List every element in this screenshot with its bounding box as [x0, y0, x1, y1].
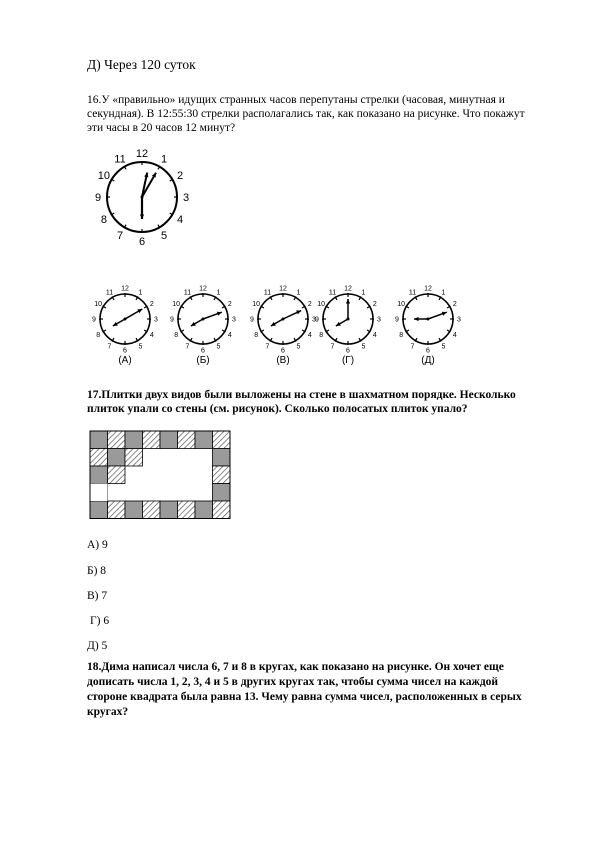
- clock-number: 10: [97, 169, 111, 182]
- clock-number: 6: [138, 235, 146, 248]
- clock-number: 11: [183, 289, 192, 297]
- clock-number: 4: [452, 331, 457, 339]
- clock-option-label: (Д): [421, 355, 435, 366]
- clock-number: 12: [135, 147, 149, 160]
- clock-number: 2: [307, 300, 312, 308]
- q18-text-line-3: стороне квадрата была равна 13. Чему равна сумма чисел, расположенных в серых: [87, 691, 522, 703]
- clock-number: 7: [185, 343, 190, 351]
- clock-number: 11: [263, 289, 272, 297]
- q18-text-line-4: кругах?: [87, 706, 129, 718]
- clock-number: 12: [199, 285, 207, 293]
- answer-option-d: Д) Через 120 суток: [87, 57, 196, 72]
- clock-number: 9: [250, 316, 254, 324]
- clock-option-a: [90, 285, 160, 365]
- clock-number: 4: [307, 331, 312, 339]
- q17-answer-d: Д) 5: [87, 640, 108, 652]
- q17-answer-g: Г) 6: [90, 615, 110, 627]
- tile: [90, 431, 108, 449]
- tile: [108, 466, 126, 484]
- clock-number: 7: [410, 343, 415, 351]
- q18-text-line-1: 18.Дима написал числа 6, 7 и 8 в кругах, как показано на рисунке. Он хочет еще: [87, 661, 504, 673]
- clock-number: 4: [227, 331, 232, 339]
- tile: [160, 431, 178, 449]
- clock-option-label: (Г): [341, 355, 355, 366]
- clock-number: 3: [457, 316, 461, 324]
- tile: [178, 501, 196, 519]
- clock-number: 3: [232, 316, 236, 324]
- clock-number: 1: [160, 153, 168, 166]
- clock-center: [124, 318, 127, 321]
- clock-number: 9: [170, 316, 174, 324]
- clock-number: 8: [96, 331, 101, 339]
- clock-center: [202, 318, 205, 321]
- clock-hand-arrow: [140, 214, 144, 219]
- clock-number: 7: [265, 343, 270, 351]
- tile: [195, 431, 213, 449]
- clock-number: 11: [105, 289, 114, 297]
- clock-number: 12: [279, 285, 287, 293]
- tile: [125, 449, 143, 467]
- clock-number: 11: [114, 153, 126, 166]
- q17-answer-b: Б) 8: [87, 565, 107, 577]
- clock-number: 7: [330, 343, 335, 351]
- clock-number: 5: [138, 343, 143, 351]
- tile-wall-figure: [89, 430, 234, 522]
- clock-number: 10: [94, 300, 103, 308]
- clock-number: 5: [216, 343, 221, 351]
- clock-number: 9: [395, 316, 399, 324]
- tile: [125, 501, 143, 519]
- clock-number: 1: [138, 289, 143, 297]
- tile: [108, 501, 126, 519]
- clock-center: [282, 318, 285, 321]
- clock-number: 2: [177, 169, 184, 182]
- clock-number: 1: [441, 289, 446, 297]
- clock-number: 1: [296, 289, 301, 297]
- clock-number: 10: [172, 300, 181, 308]
- clock-number: 6: [201, 347, 205, 355]
- tile: [195, 501, 213, 519]
- clock-hand-arrow: [217, 312, 222, 316]
- fallen-tile-gap: [90, 484, 108, 502]
- clock-option-g: [313, 285, 383, 365]
- clock-number: 3: [312, 316, 316, 324]
- clock-number: 5: [160, 229, 168, 242]
- clock-number: 5: [441, 343, 446, 351]
- q18-text-line-2: дописать числа 1, 2, 3, 4 и 5 в других кругах так, чтобы сумма чисел на каждой: [87, 676, 499, 688]
- clock-center: [427, 318, 430, 321]
- clock-number: 12: [424, 285, 432, 293]
- tile: [213, 449, 231, 467]
- tile: [108, 449, 126, 467]
- tile: [213, 484, 231, 502]
- clock-number: 10: [252, 300, 261, 308]
- clock-number: 2: [227, 300, 232, 308]
- q17-answer-a: А) 9: [87, 539, 108, 551]
- clock-number: 9: [315, 316, 319, 324]
- q16-text-line-2: секундная). В 12:55:30 стрелки располагались так, как показано на рисунке. Что покажут: [87, 108, 525, 120]
- clock-number: 12: [121, 285, 129, 293]
- clock-number: 9: [94, 191, 102, 204]
- tile: [90, 501, 108, 519]
- clock-number: 4: [372, 331, 377, 339]
- q17-text-line-1: 17.Плитки двух видов были выложены на стене в шахматном порядке. Несколько: [87, 389, 516, 401]
- main-clock-figure: [82, 142, 212, 252]
- clock-number: 6: [281, 347, 285, 355]
- clock-number: 2: [452, 300, 457, 308]
- clock-number: 6: [123, 347, 127, 355]
- clock-option-v: [248, 285, 318, 365]
- tile: [178, 431, 196, 449]
- clock-number: 3: [182, 191, 190, 204]
- clock-option-d: [393, 285, 463, 365]
- clock-number: 8: [100, 213, 107, 226]
- clock-center: [141, 196, 144, 199]
- clock-hand-arrow: [442, 312, 447, 316]
- tile: [160, 501, 178, 519]
- tile: [90, 449, 108, 467]
- tile: [213, 466, 231, 484]
- tile: [90, 466, 108, 484]
- tile: [108, 431, 126, 449]
- clock-number: 9: [92, 316, 96, 324]
- q17-answer-v: В) 7: [87, 590, 108, 602]
- clock-option-label: (Б): [196, 355, 210, 366]
- clock-number: 10: [317, 300, 326, 308]
- clock-number: 7: [107, 343, 112, 351]
- clock-number: 6: [346, 347, 350, 355]
- clock-number: 8: [319, 331, 324, 339]
- q17-text-line-2: плиток упали со стены (см. рисунок). Сколько полосатых плиток упало?: [87, 403, 468, 415]
- clock-number: 1: [216, 289, 221, 297]
- clock-number: 8: [399, 331, 404, 339]
- clock-number: 3: [377, 316, 381, 324]
- clock-number: 4: [149, 331, 154, 339]
- clock-number: 6: [426, 347, 430, 355]
- clock-number: 2: [149, 300, 154, 308]
- clock-number: 11: [328, 289, 337, 297]
- tile: [143, 501, 161, 519]
- clock-hand-arrow: [346, 299, 350, 304]
- clock-number: 12: [344, 285, 352, 293]
- q16-text-line-3: эти часы в 20 часов 12 минут?: [87, 122, 236, 134]
- tile: [125, 431, 143, 449]
- clock-number: 2: [372, 300, 377, 308]
- tile: [213, 431, 231, 449]
- clock-number: 3: [154, 316, 158, 324]
- tile: [213, 501, 231, 519]
- clock-number: 5: [361, 343, 366, 351]
- q16-text-line-1: 16.У «правильно» идущих странных часов перепутаны стрелки (часовая, минутная и: [87, 94, 505, 106]
- clock-center: [347, 318, 350, 321]
- clock-hand-arrow: [414, 317, 419, 321]
- clock-number: 7: [116, 229, 124, 242]
- clock-option-label: (В): [276, 355, 290, 366]
- clock-number: 8: [174, 331, 179, 339]
- clock-option-b: [168, 285, 238, 365]
- clock-number: 10: [397, 300, 406, 308]
- clock-number: 1: [361, 289, 366, 297]
- tile: [143, 431, 161, 449]
- clock-option-label: (А): [118, 355, 132, 366]
- clock-number: 5: [296, 343, 301, 351]
- clock-number: 4: [177, 213, 184, 226]
- clock-number: 11: [408, 289, 417, 297]
- clock-number: 8: [254, 331, 259, 339]
